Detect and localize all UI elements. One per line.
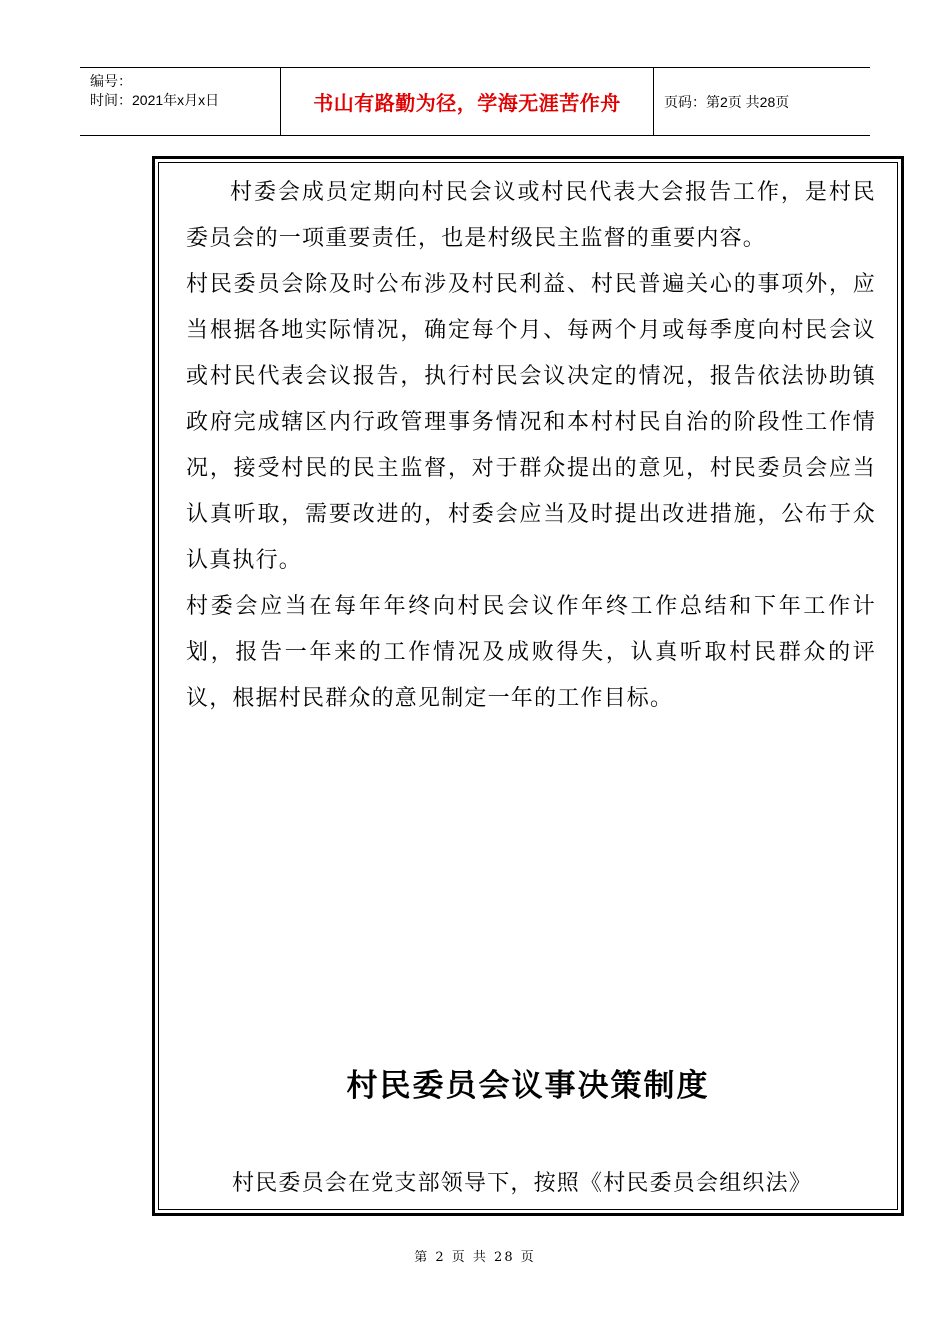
page-header [80,67,870,136]
paragraph-3: 村委会应当在每年年终向村民会议作年终工作总结和下年工作计划，报告一年来的工作情况及成败得失，认真听取村民群众的评议，根据村民群众的意见制定一年的工作目标。 [186,594,876,711]
page-footer: 第 2 页 共 28 页 [414,1250,536,1265]
header-page-info: 页码：第2页 共28页 [664,93,790,110]
paragraph-1: 村委会成员定期向村民会议或村民代表大会报告工作，是村民委员会的一项重要责任，也是村级民主监督的重要内容。 [186,180,876,251]
time-label: 时间：2021年x月x日 [90,92,220,108]
number-label: 编号： [90,73,132,89]
section-title: 村民委员会议事决策制度 [346,1068,710,1104]
body-text [186,170,876,722]
header-meta [80,68,281,135]
section-first-line: 村民委员会在党支部领导下，按照《村民委员会组织法》 [232,1171,813,1196]
paragraph-2: 村民委员会除及时公布涉及村民利益、村民普遍关心的事项外，应当根据各地实际情况，确定每个月、每两个月或每季度向村民会议或村民代表会议报告，执行村民会议决定的情况，报告依法协助镇政府完成辖区内行政管理事务情况和本村村民自治的阶段性工作情况，接受村民的民主监督，对于群众提出的意见，村民委员会应当认真听取，需要改进的，村委会应当及时提出改进措施，公布于众认真执行。 [186,272,876,573]
header-motto: 书山有路勤为径，学海无涯苦作舟 [281,68,654,135]
